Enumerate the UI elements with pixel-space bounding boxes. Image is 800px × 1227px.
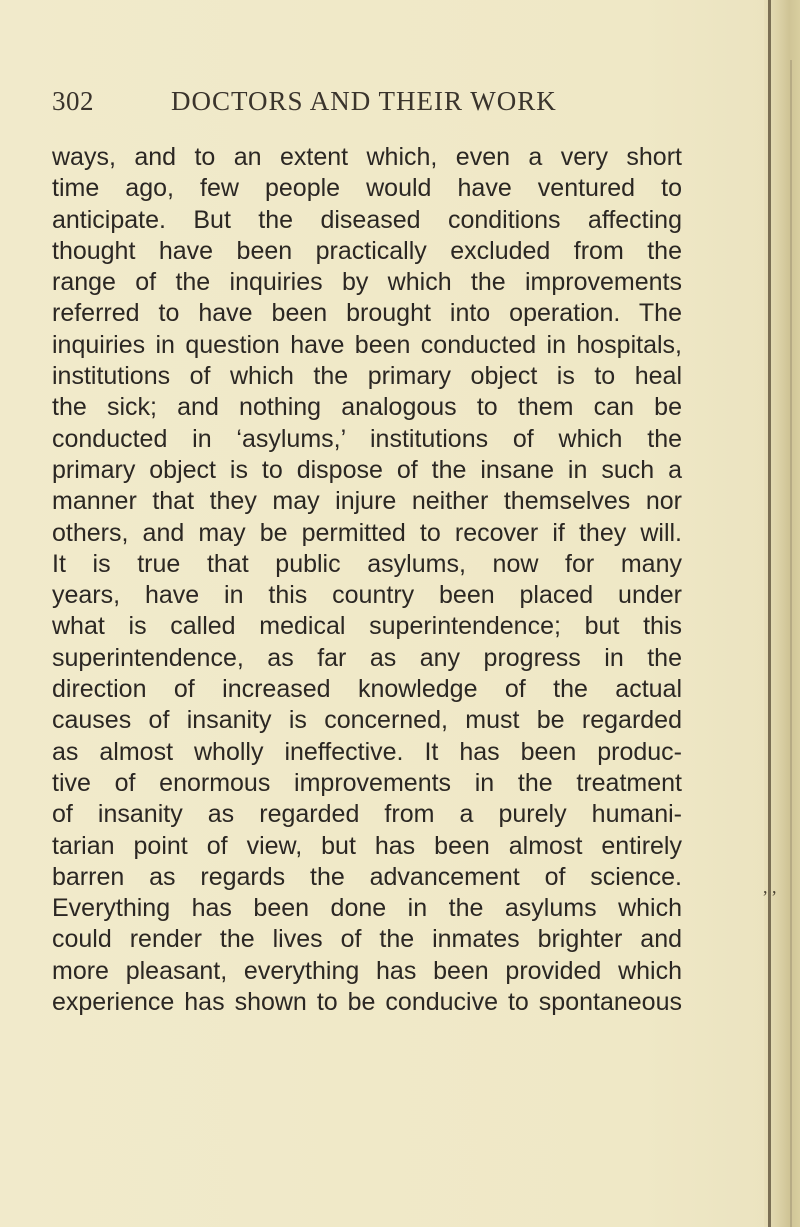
text-line: direction of increased knowledge of the actual [52, 675, 682, 704]
text-line: anticipate. But the diseased conditions affecting [52, 205, 682, 234]
page-number: 302 [52, 86, 94, 116]
text-line: the sick; and nothing analogous to them can be [52, 393, 682, 422]
text-line: could render the lives of the inmates brighter and [52, 925, 682, 954]
page-edge-line-secondary [790, 60, 792, 1227]
text-line: time ago, few people would have ventured to [52, 174, 682, 203]
text-line: conducted in ‘asylums,’ institutions of which the [52, 424, 682, 453]
page-header [52, 86, 612, 122]
text-line: others, and may be permitted to recover if they will. [52, 518, 682, 547]
text-line: range of the inquiries by which the improvements [52, 268, 682, 297]
text-line: institutions of which the primary object is to heal [52, 362, 682, 391]
body-text [52, 142, 682, 1018]
text-line: It is true that public asylums, now for many [52, 549, 682, 578]
text-line: inquiries in question have been conducted in hospitals, [52, 330, 682, 359]
text-line: referred to have been brought into operation. The [52, 299, 682, 328]
text-line: more pleasant, everything has been provided which [52, 956, 682, 985]
text-line: primary object is to dispose of the insane in such a [52, 455, 682, 484]
text-line: tarian point of view, but has been almost entirely [52, 831, 682, 860]
text-line: what is called medical superintendence; but this [52, 612, 682, 641]
page-edge-line [768, 0, 771, 1227]
text-line: thought have been practically excluded from the [52, 236, 682, 265]
text-line: ways, and to an extent which, even a very short [52, 143, 682, 171]
text-line: experience has shown to be conducive to spontaneous [52, 988, 682, 1017]
text-line: barren as regards the advancement of science. [52, 862, 682, 891]
text-line: Everything has been done in the asylums which [52, 894, 682, 923]
text-line: manner that they may injure neither themselves nor [52, 487, 682, 516]
edge-mark: , , [763, 877, 777, 897]
text-line: tive of enormous improvements in the treatment [52, 768, 682, 797]
text-line: of insanity as regarded from a purely humani- [52, 800, 682, 829]
running-title: DOCTORS AND THEIR WORK [171, 86, 557, 116]
text-line: as almost wholly ineffective. It has been produc- [52, 737, 682, 766]
text-line: causes of insanity is concerned, must be regarded [52, 706, 682, 735]
text-line: superintendence, as far as any progress in the [52, 643, 682, 672]
text-line: years, have in this country been placed under [52, 581, 682, 610]
